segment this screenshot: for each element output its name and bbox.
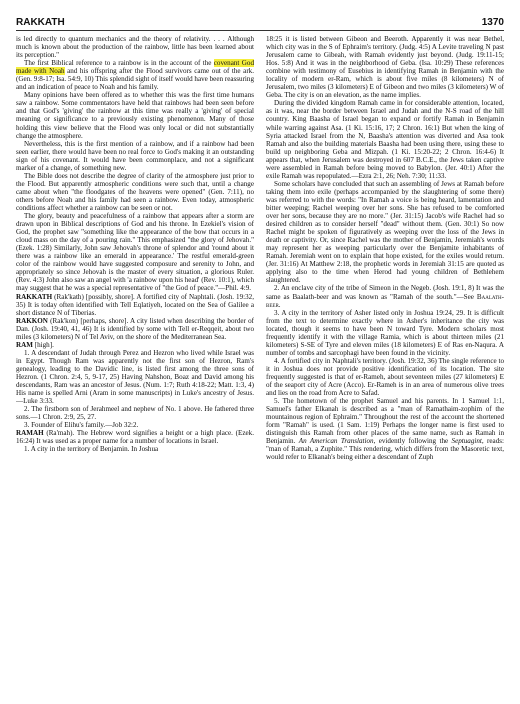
paragraph: The Bible does not describe the degree of clarity of the atmosphere just prior to the Flood. But apparently atmospheric conditions were such that, until a change came about when "the floodgates of the heavens were opened" (Gen. 7:11), no others before Noah and his family had seen a rainbow. Even today, atmospheric conditions affect whether a rainbow can be seen or not. — [16, 171, 254, 212]
right-column — [266, 35, 504, 698]
headword: RAMAH — [16, 429, 44, 438]
italic-title: Septuagint — [451, 437, 482, 446]
highlighted-text: covenant God made with Noah — [16, 59, 254, 76]
entry-ram: RAM [high]. — [16, 340, 54, 349]
entry-rakkon: RAKKON (Rak'kon) [perhaps, shore]. A city listed when describing the border of Dan. (Josh. 19:40, 41, 46) It is identified by some with Tell er-Reqqeit, about two miles (3 kilometers) N of Tel Aviv, on the shore of the Mediterranean Sea. — [16, 316, 254, 341]
paragraph: Some scholars have concluded that such an assembling of Jews at Ramah before taking them into exile (perhaps accompanied by the slaughtering of some there) was referred to with the words: "In Ramah a voice is being heard, lamentation and bitter weeping; Rachel weeping over her sons. She has refused to be comforted over her sons, because they are no more." (Jer. 31:15) Jacob's wife Rachel had so desired children as to consider herself "dead" without them. (Gen. 30:1) So now Rachel might be spoken of figuratively as weeping over the loss of the Jews in death or captivity. Or, since Rachel was the mother of Benjamin, Jeremiah's words may represent her as weeping particularly over the Benjamite inhabitants of Ramah. Jeremiah went on to explain that hope existed, for the exiles would return. (Jer. 31:16) At Matthew 2:18, the prophetic words in Jeremiah 31:15 are quoted as applying also to the time when Herod had young children of Bethlehem slaughtered. — [266, 179, 504, 285]
paragraph: 5. The hometown of the prophet Samuel and his parents. In 1 Samuel 1:1, Samuel's father Elkanah is described as a "man of Ramathaim-zophim of the mountainous region of Ephraim." Throughout the rest of the account the shortened form "Ramah" is used. (1 Sam. 1:19) Perhaps the longer name is first used to distinguish this Ramah from other places of the same name, such as Ramah in Benjamin. An American Translation, evidently following the Septuagint, reads: "man of Ramah, a Zuphite." This rendering, which differs from the Masoretic text, would refer to Elkanah's being either a descendant of Zuph — [266, 397, 504, 462]
paragraph: 3. A city in the territory of Asher listed only in Joshua 19:24, 29. It is difficult from the text to determine exactly where in Asher's inheritance the city was located, though it seems to have been N toward Tyre. Modern scholars most frequently identify it with the village Ramia, which is about thirteen miles (21 kilometers) S-SE of Tyre and eleven miles (18 kilometers) E of Ras en-Naqura. A number of tombs and sarcophagi have been found in the vicinity. — [266, 308, 504, 357]
running-headword: RAKKATH — [16, 17, 65, 28]
paragraph: The glory, beauty and peacefulness of a rainbow that appears after a storm are drawn upon in Biblical descriptions of God and his throne. In Ezekiel's vision of God, the prophet saw "something like the appearance of the bow that occurs in a cloud mass on the day of a pouring rain." This emphasized "the glory of Jehovah." (Ezek. 1:28) Similarly, John saw Jehovah's throne of splendor and 'round about it there was a rainbow like an emerald in appearance.' The restful emerald-green color of the rainbow would have suggested composure and serenity to John, and appropriately so since Jehovah is the master of every situation, a glorious Ruler. (Rev. 4:3) John also saw an angel with 'a rainbow upon his head' (Rev. 10:1), which may suggest that he was a special representative of "the God of peace."—Phil. 4:9. — [16, 212, 254, 293]
headword: RAKKATH — [16, 292, 53, 301]
paragraph: is led directly to quantum mechanics and the theory of relativity. . . . Although much is known about the production of the rainbow, little has been learned about its perception." — [16, 35, 254, 60]
paragraph: 3. Founder of Elihu's family.—Job 32:2. — [24, 421, 139, 430]
paragraph: The first Biblical reference to a rainbow is in the account of the covenant God made with Noah and his offspring after the Flood survivors came out of the ark. (Gen. 9:8-17; Isa. 54:9, 10) This splendid sight of itself would have been reassuring and an indication of peace to Noah and his family. — [16, 59, 254, 92]
header-rule — [16, 30, 504, 31]
paragraph: 1. A descendant of Judah through Perez and Hezron who lived while Israel was in Egypt. Though Ram was apparently not the first son of Hezron, Ram's genealogy, leading to the Davidic line, is listed first among the three sons of Hezron. (1 Chron. 2:4, 5, 9-17, 25) Having Nahshon, Boaz and David among his descendants, Ram was an ancestor of Jesus. (Num. 1:7; Ruth 4:18-22; Matt. 1:3, 4) His name is spelled Arni (Aram in some manuscripts) in Luke's ancestry of Jesus.—Luke 3:33. — [16, 348, 254, 406]
paragraph: Many opinions have been offered as to whether this was the first time humans saw a rainbow. Some commentators have held that rainbows had been seen before and that God's 'giving' the rainbow at this time was really a 'giving' of special meaning or significance to a previously existing phenomenon. Many of those holding this view believe that the Flood was only local or did not substantially change the atmosphere. — [16, 91, 254, 140]
page-number: 1370 — [481, 17, 504, 28]
paragraph: Nevertheless, this is the first mention of a rainbow, and if a rainbow had been seen earlier, there would have been no real force to God's making it an outstanding sign of his covenant. It would have been commonplace, and not a significant marker of a change, of something new. — [16, 139, 254, 172]
left-column — [16, 35, 254, 698]
entry-rakkath: RAKKATH (Rak'kath) [possibly, shore]. A fortified city of Naphtali. (Josh. 19:32, 35) It is today often identified with Tell Eqlatiyeh, located on the Sea of Galilee a short distance N of Tiberias. — [16, 292, 254, 317]
headword: RAM — [16, 340, 33, 349]
paragraph: 2. An enclave city of the tribe of Simeon in the Negeb. (Josh. 19:1, 8) It was the same as Baalath-beer and was known as "Ramah of the south."—See Baalath-beer. — [266, 284, 504, 309]
paragraph: During the divided kingdom Ramah came in for considerable attention, located, as it was, near the border between Israel and Judah and the N-S road of the hill country. King Baasha of Israel began to expand or fortify Ramah in Benjamin while warring against Asa. (1 Ki. 15:16, 17; 2 Chron. 16:1) But when the king of Syria attacked Israel from the N, Baasha's attention was diverted and Asa took Ramah and also the building materials Baasha had been using there, using these to build up neighboring Geba and Mizpah. (1 Ki. 15:20-22; 2 Chron. 16:4-6) It appears that, when Jerusalem was destroyed in 607 B.C.E., the Jews taken captive were assembled in Ramah before being moved to Babylon. (Jer. 40:1) After the exile Ramah was repopulated.—Ezra 2:1, 26; Neh. 7:30; 11:33. — [266, 99, 504, 180]
paragraph: 18:25 it is listed between Gibeon and Beeroth. Apparently it was near Bethel, which city was in the S of Ephraim's territory. (Judg. 4:5) A Levite traveling N past Jerusalem came to Gibeah, with Ramah evidently just beyond. (Judg. 19:11-15; Hos. 5:8) And it was in the neighborhood of Geba. (Isa. 10:29) These references combine with testimony of Eusebius in identifying Ramah in Benjamin with the locality of modern er-Ram, which is about five miles (8 kilometers) N of Jerusalem, two miles (3 kilometers) E of Gibeon and two miles (3 kilometers) W of Geba. The city is on an elevation, as the name implies. — [266, 35, 504, 100]
italic-title: An American Translation — [298, 437, 374, 446]
paragraph: 4. A fortified city in Naphtali's territory. (Josh. 19:32, 36) The single reference to it in Joshua does not provide positive identification of its location. The site frequently suggested is that of er-Rameh, about seventeen miles (27 kilometers) E of the seaport city of Acre (Acco). Er-Rameh is in an area of numerous olive trees and lies on the road from Acre to Safad. — [266, 356, 504, 398]
paragraph: 1. A city in the territory of Benjamin. In Joshua — [24, 445, 159, 454]
cross-reference: Baalath-beer — [266, 292, 504, 309]
paragraph: 2. The firstborn son of Jerahmeel and nephew of No. 1 above. He fathered three sons.—1 Chron. 2:9, 25, 27. — [16, 405, 254, 422]
page-header — [16, 17, 504, 29]
headword: RAKKON — [16, 316, 48, 325]
entry-ramah: RAMAH (Ra'mah). The Hebrew word signifies a height or a high place. (Ezek. 16:24) It was used as a proper name for a number of locations in Israel. — [16, 429, 254, 446]
